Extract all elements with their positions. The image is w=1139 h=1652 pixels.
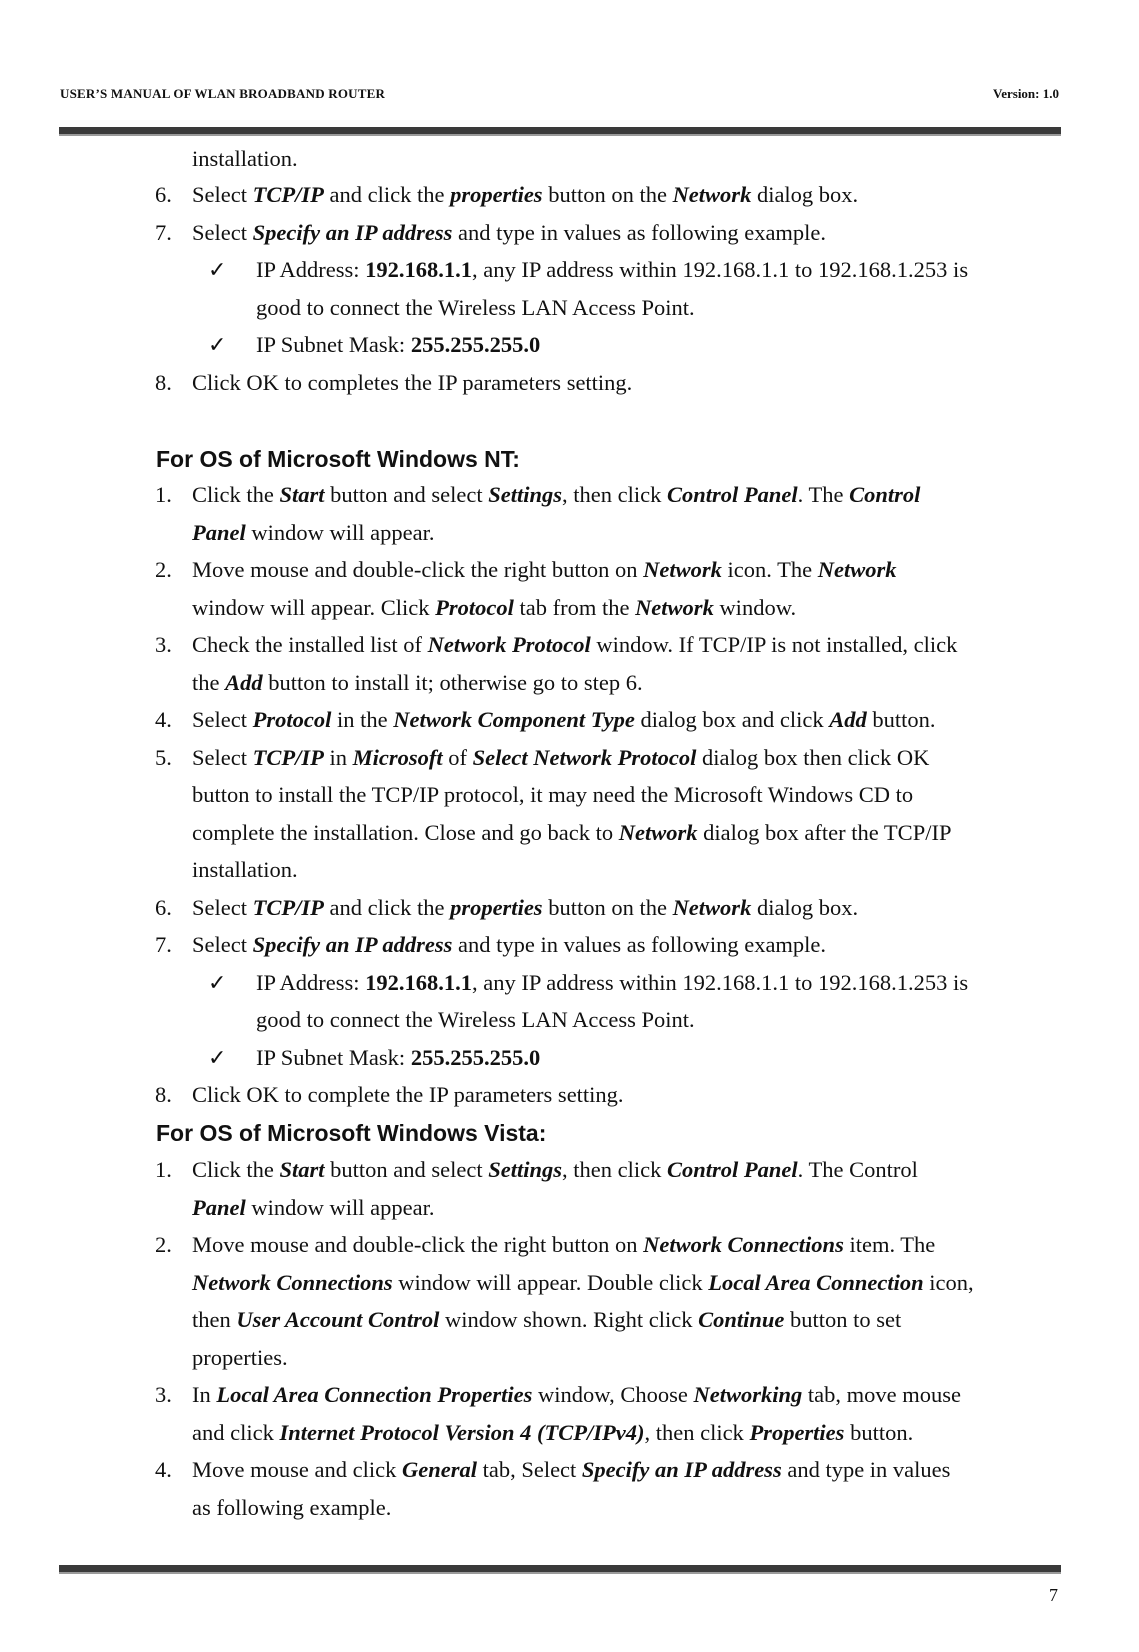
step-text: Click the Start button and select Settings, then click Control Panel. The Control <box>192 482 921 507</box>
step-number: 2. <box>155 1232 172 1257</box>
step-text-cont: the Add button to install it; otherwise go to step 6. <box>192 670 643 695</box>
step-text-cont: Panel window will appear. <box>192 520 435 545</box>
step-text-cont: window will appear. Click Protocol tab from the Network window. <box>192 595 797 620</box>
subnet-mask-line: IP Subnet Mask: 255.255.255.0 <box>256 332 541 357</box>
step-text-cont: button to install the TCP/IP protocol, it may need the Microsoft Windows CD to <box>192 782 914 807</box>
step-text: Move mouse and click General tab, Select Specify an IP address and type in values <box>192 1457 951 1482</box>
checkmark-icon: ✓ <box>208 970 227 995</box>
step-text: Select Protocol in the Network Component Type dialog box and click Add button. <box>192 707 936 732</box>
step-text: Select TCP/IP and click the properties button on the Network dialog box. <box>192 895 859 920</box>
header-version: Version: 1.0 <box>993 86 1059 101</box>
page-number: 7 <box>1049 1585 1058 1605</box>
step-text-cont: Network Connections window will appear. Double click Local Area Connection icon, <box>192 1270 974 1295</box>
step-text: Select TCP/IP in Microsoft of Select Network Protocol dialog box then click OK <box>192 745 930 770</box>
step-text-cont: then User Account Control window shown. Right click Continue button to set <box>192 1307 902 1332</box>
step-number: 7. <box>155 932 172 957</box>
step-number: 8. <box>155 1082 172 1107</box>
step-number: 4. <box>155 1457 172 1482</box>
subnet-mask-line: IP Subnet Mask: 255.255.255.0 <box>256 1045 541 1070</box>
step-number: 5. <box>155 745 172 770</box>
step-number: 6. <box>155 182 172 207</box>
footer-rule <box>59 1565 1061 1574</box>
step-number: 4. <box>155 707 172 732</box>
step-number: 6. <box>155 895 172 920</box>
step-text: Select Specify an IP address and type in values as following example. <box>192 932 827 957</box>
header-rule <box>59 127 1061 136</box>
step-text: Click OK to completes the IP parameters setting. <box>192 370 633 395</box>
step-number: 8. <box>155 370 172 395</box>
step-text-cont: complete the installation. Close and go back to Network dialog box after the TCP/IP <box>192 820 952 845</box>
step-number: 3. <box>155 632 172 657</box>
checkmark-icon: ✓ <box>208 1045 227 1070</box>
step-text: Select Specify an IP address and type in values as following example. <box>192 220 827 245</box>
step-text: Move mouse and double-click the right button on Network Connections item. The <box>192 1232 936 1257</box>
section-heading-vista: For OS of Microsoft Windows Vista: <box>156 1120 547 1146</box>
section-heading-nt: For OS of Microsoft Windows NT: <box>156 446 520 472</box>
ip-address-line-2: good to connect the Wireless LAN Access Point. <box>256 295 695 320</box>
step-text: Click OK to complete the IP parameters setting. <box>192 1082 624 1107</box>
ip-address-line-2: good to connect the Wireless LAN Access Point. <box>256 1007 695 1032</box>
step-text: Click the Start button and select Settings, then click Control Panel. The Control <box>192 1157 918 1182</box>
step-text-cont: as following example. <box>192 1495 392 1520</box>
checkmark-icon: ✓ <box>208 332 227 357</box>
step-text-cont: and click Internet Protocol Version 4 (TCP/IPv4), then click Properties button. <box>192 1420 914 1445</box>
step-text-cont: properties. <box>192 1345 288 1370</box>
step-text: In Local Area Connection Properties window, Choose Networking tab, move mouse <box>192 1382 961 1407</box>
step-number: 2. <box>155 557 172 582</box>
step-number: 7. <box>155 220 172 245</box>
step-number: 1. <box>155 1157 172 1182</box>
checkmark-icon: ✓ <box>208 257 227 282</box>
step-number: 1. <box>155 482 172 507</box>
ip-address-line: IP Address: 192.168.1.1, any IP address within 192.168.1.1 to 192.168.1.253 is <box>256 257 969 282</box>
step-text: Check the installed list of Network Protocol window. If TCP/IP is not installed, click <box>192 632 958 657</box>
continued-text: installation. <box>192 146 298 171</box>
ip-address-line: IP Address: 192.168.1.1, any IP address within 192.168.1.1 to 192.168.1.253 is <box>256 970 969 995</box>
step-text-cont: Panel window will appear. <box>192 1195 435 1220</box>
step-number: 3. <box>155 1382 172 1407</box>
step-text: Move mouse and double-click the right button on Network icon. The Network <box>192 557 897 582</box>
step-text-cont: installation. <box>192 857 298 882</box>
header-title: USER’S MANUAL OF WLAN BROADBAND ROUTER <box>60 86 386 101</box>
step-text: Select TCP/IP and click the properties button on the Network dialog box. <box>192 182 859 207</box>
